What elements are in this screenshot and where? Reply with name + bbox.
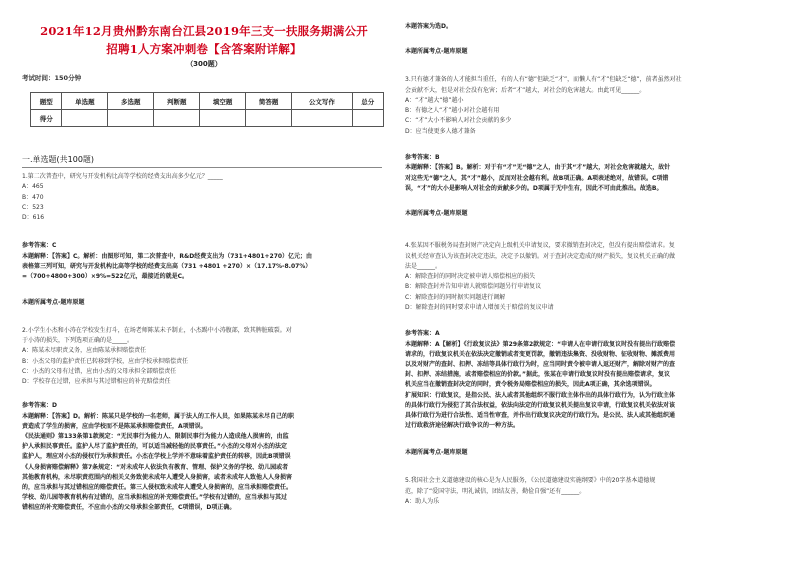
question-stem: 3.只有德才兼备的人才能担当重任，有的人有“德”但缺乏“才”，而懒人有“才”但缺乏“德”，前者虽然对社 — [405, 76, 682, 84]
explanation-line: 本题解释：A【解析】《行政复议法》第29条第2款规定：“申请人在申请行政复议时没有提出行政赔偿 — [405, 340, 676, 348]
option: D：应当使更多人德才兼备 — [405, 127, 476, 135]
option: C：小杰的父母有过错，应由小杰的父母承担全部赔偿责任 — [22, 367, 177, 375]
knowledge-point: 本题所属考点-题库原题 — [405, 449, 468, 457]
answer-3 — [405, 153, 778, 194]
exam-title-line1: 2021年12月贵州黔东南台江县2019年三支一扶服务期满公开 — [40, 24, 368, 38]
question-stem: 议机关经审查认为该查封决定违法，决定予以撤销。对于查封决定造成的财产损失，复议机关正确的做 — [405, 252, 676, 260]
explanation-line: 错相应的补充赔偿责任，不应由小杰的父母承担全部责任，C项错误，D项正确。 — [22, 504, 236, 512]
score-header-cell: 总分 — [352, 93, 383, 110]
question-4 — [405, 241, 778, 313]
explanation-line: 表格第三列可知，研究与开发机构比高等学校的经费支出高（731 +4801 +270）×（17.17%-8.07%） — [22, 263, 312, 271]
score-table-row — [31, 110, 384, 127]
score-cell — [292, 110, 353, 127]
option: C：“才”大小不影响人对社会贡献的多少 — [405, 117, 512, 125]
explanation-line: 封、扣押、冻结措施，或者赔偿相应的价款。”据此，张某在申请行政复议时没有提出赔偿请求，复议 — [405, 371, 670, 379]
explanation-line: 责造成了学生的损害，应由学校而不是陈某承担赔偿责任，A项错误。 — [22, 422, 207, 430]
explanation-line: 学校、幼儿园等教育机构有过错的，应当承担相应的补充赔偿责任。”学校有过错的，应当承担与其过 — [22, 494, 287, 502]
score-header-cell: 单选题 — [62, 93, 108, 110]
explanation-line: 对这些无“德”之人，其“才”越小，反而对社会越有利。故B项正确。A项表述绝对，故错误。C项错 — [405, 174, 669, 182]
score-table-header-row — [31, 93, 384, 110]
explanation-line: 请求的，行政复议机关在依法决定撤销或者变更罚款，撤销违法集资、没收财物、征收财物、摊派费用 — [405, 350, 676, 358]
exam-time: 考试时间：150分钟 — [22, 74, 82, 82]
explanation-line: 的具体行政行为侵犯了其合法权益，依法向法定的行政复议机关提出复议申请，行政复议机关依法对该 — [405, 401, 676, 409]
score-header-cell: 公文写作 — [292, 93, 353, 110]
right-column — [400, 0, 800, 565]
option: A：解除查封的同时决定被申请人赔偿相应的损失 — [405, 273, 536, 281]
knowledge-point: 本题所属考点-题库原题 — [22, 298, 85, 306]
explanation-line: 《民法通则》第133条第1款规定：“无民事行为能力人、限制民事行为能力人造成他人损害的，由监 — [22, 433, 289, 441]
question-3 — [405, 75, 778, 137]
score-header-cell: 填空题 — [200, 93, 246, 110]
option: D：学校存在过错，应承担与其过错相应的补充赔偿责任 — [22, 378, 171, 386]
option: D：616 — [22, 214, 45, 222]
score-cell — [246, 110, 292, 127]
score-header-cell: 判断题 — [154, 93, 200, 110]
answer-conclusion: 本题答案为选D。 — [405, 23, 452, 30]
question-1 — [22, 172, 386, 223]
question-stem: 5.我国社会主义道德建设的核心是为人民服务，《公民道德建设实施纲要》中的20字基本道德规 — [405, 477, 656, 485]
score-cell — [352, 110, 383, 127]
answer-4 — [405, 329, 778, 431]
explanation-line: 误，“才”的大小是影响人对社会的贡献多少的。D项属于无中生有，因此不可由此推出。故选B。 — [405, 184, 663, 192]
score-header-cell: 多选题 — [108, 93, 154, 110]
question-2 — [22, 326, 386, 388]
question-stem: 会贡献不大，但是对社会没有危害；后者“才”越大，对社会的危害越大。由此可见______。 — [405, 86, 646, 94]
option: A：“才”越大“德”越小 — [405, 96, 464, 104]
score-header-cell: 简答题 — [246, 93, 292, 110]
answer-2 — [22, 401, 386, 513]
score-cell — [62, 110, 108, 127]
question-stem: 范，除了“爱国守法，明礼诚信，团结友善，勤俭自强”还有______。 — [405, 487, 586, 495]
exam-title-line2: 招聘1人方案冲刺卷【含答案附详解】 — [106, 42, 302, 56]
option: B：470 — [22, 193, 44, 201]
explanation-line: 机关应当在撤销查封决定的同时，责令税务局赔偿相应的损失，因此A项正确，其余选项错误。 — [405, 381, 656, 389]
option: D：解除查封的同时要求申请人增加关于赔偿的复议申请 — [405, 304, 554, 312]
score-cell — [200, 110, 246, 127]
reference-answer: 参考答案：A — [405, 330, 440, 338]
question-stem: 于小涛的损失，下列选项正确的是_____。 — [22, 336, 134, 344]
option: A：陈某未尽职责义务，应由陈某承担赔偿责任 — [22, 347, 147, 355]
explanation-line: 本题解释：【答案】D。解析：陈某只是学校的一名老师，属于法人的工作人员，如果陈某未尽自己的职 — [22, 412, 294, 420]
explanation-line: 以及对财产的查封、扣押、冻结等具体行政行为时，应当同时责令被申请人返还财产，解除对财产的查 — [405, 360, 676, 368]
knowledge-point: 本题所属考点-题库原题 — [405, 210, 468, 218]
option: C：解除查封的同时据实问题进行调解 — [405, 293, 506, 301]
option: A：助人为乐 — [405, 497, 440, 505]
question-stem: 1.第二次普查中，研究与开发机构比高等学校的经费支出高多少亿元？_____ — [22, 173, 223, 180]
reference-answer: 参考答案：D — [22, 402, 57, 410]
explanation-line: 护人承担民事责任。监护人尽了监护责任的，可以适当减轻他的民事责任。”小杰的父母对小杰的法定 — [22, 443, 287, 451]
option: B：有德之人“才”越小对社会越有用 — [405, 107, 500, 115]
question-count: （300题） — [186, 60, 222, 68]
question-stem: 2.小学生小杰和小涛在学校发生打斗，在场老师陈某未予制止，小杰踢中小涛腹部，致其脾脏破裂。对 — [22, 326, 292, 334]
explanation-line: 其他教育机构，未尽职责范围内的相关义务致使未成年人遭受人身损害，或者未成年人致他人人身损害 — [22, 473, 293, 481]
option: B：小杰父母的监护责任已转移到学校，应由学校承担赔偿责任 — [22, 357, 189, 365]
question-5 — [405, 476, 778, 507]
section-heading: 一.单选题(共100题) — [22, 154, 382, 168]
knowledge-point: 本题所属考点-题库原题 — [405, 48, 468, 56]
explanation-line: 监护人，理应对小杰的侵权行为承担责任。小杰在学校上学并不意味着监护责任的转移，因此B项错误 — [22, 453, 291, 461]
explanation-line: 本题解释：【答案】C。解析：由图形可知，第二次普查中，R&D经费支出为（731+4801+270）亿元；由 — [22, 252, 313, 260]
option: C：523 — [22, 203, 44, 211]
answer-1 — [22, 241, 386, 282]
question-stem: 法是______。 — [405, 262, 442, 270]
score-header-cell: 题型 — [31, 93, 62, 110]
reference-answer: 参考答案：B — [405, 154, 440, 162]
explanation-line: 具体行政行为进行合法性、适当性审查，并作出行政复议决定的行政行为。是公民、法人或其他组织通 — [405, 411, 676, 419]
explanation-line: 扩展知识：行政复议，是指公民、法人或者其他组织不服行政主体作出的具体行政行为，认为行政主体 — [405, 391, 676, 399]
score-row-label: 得分 — [31, 110, 62, 127]
explanation-line: =（700+4800+300）×9%=522亿元，最接近的就是C。 — [22, 273, 188, 281]
score-cell — [108, 110, 154, 127]
score-cell — [154, 110, 200, 127]
explanation-line: 《人身损害赔偿解释》第7条规定：“对未成年人依法负有教育、管理、保护义务的学校、幼儿园或者 — [22, 463, 289, 471]
explanation-line: 本题解释：【答案】B。解析：对于有“才”无“德”之人，由于其“才”越大，对社会危害就越大，故针 — [405, 164, 671, 172]
score-table — [30, 92, 384, 127]
option: A：465 — [22, 183, 44, 191]
option: B：解除查封并告知申请人就赔偿问题另行申请复议 — [405, 283, 542, 291]
reference-answer: 参考答案：C — [22, 242, 57, 250]
explanation-line: 过行政救济途径解决行政争议的一种方法。 — [405, 422, 520, 430]
explanation-line: 的，应当承担与其过错相应的赔偿责任。第三人侵权致未成年人遭受人身损害的，应当承担赔偿责任。 — [22, 484, 293, 492]
question-stem: 4.张某因不服税务局查封财产决定向上级机关申请复议，要求撤销查封决定，但没有提出赔偿请求。复 — [405, 242, 675, 250]
